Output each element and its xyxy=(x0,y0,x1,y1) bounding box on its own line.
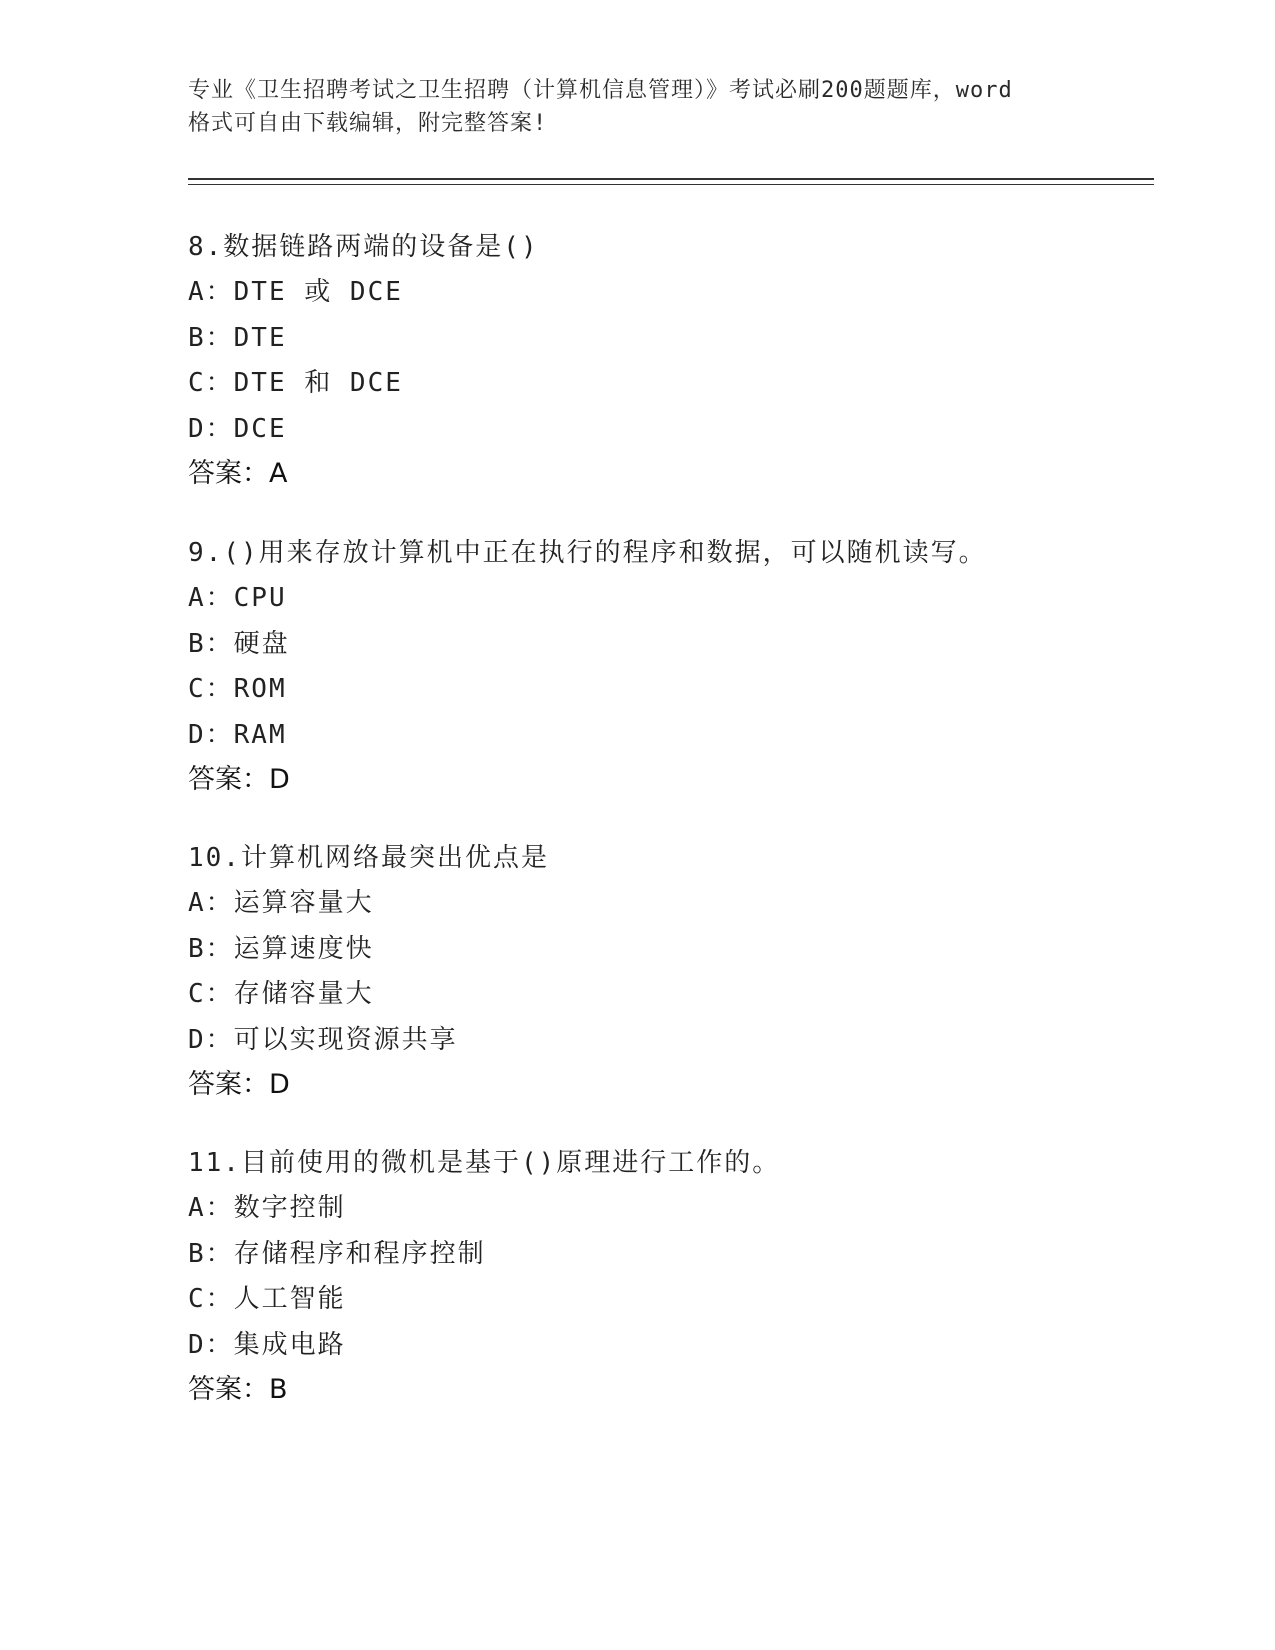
option-a xyxy=(188,1192,1148,1238)
option-letter: A： xyxy=(188,277,234,307)
question-10 xyxy=(188,842,1148,1109)
option-c xyxy=(188,673,1148,719)
option-text: 存储容量大 xyxy=(233,979,374,1009)
option-text: DCE xyxy=(233,413,287,444)
option-c xyxy=(188,367,1148,413)
option-d xyxy=(188,413,1148,459)
option-d xyxy=(188,1024,1148,1070)
option-letter: C： xyxy=(188,674,234,704)
answer-line: 答案：A xyxy=(188,458,288,489)
option-text: 运算速度快 xyxy=(233,933,374,964)
option-text: RAM xyxy=(233,719,287,750)
option-c xyxy=(188,978,1148,1024)
option-letter: D： xyxy=(188,413,234,444)
option-d xyxy=(188,1329,1148,1375)
question-9 xyxy=(188,537,1148,804)
option-b xyxy=(188,933,1148,979)
header-divider-thick xyxy=(188,178,1154,180)
answer-line: 答案：B xyxy=(188,1374,288,1405)
option-b xyxy=(188,1238,1148,1284)
option-b xyxy=(188,628,1148,674)
option-letter: A： xyxy=(188,1193,234,1223)
header-line-1: 专业《卫生招聘考试之卫生招聘（计算机信息管理）》考试必刷200题题库，word xyxy=(188,78,1013,103)
option-letter: B： xyxy=(188,628,234,659)
answer-line: 答案：D xyxy=(188,764,290,795)
option-letter: D： xyxy=(188,1024,234,1055)
question-11 xyxy=(188,1147,1148,1414)
header-divider-thin xyxy=(188,184,1154,185)
option-text: ROM xyxy=(233,674,287,704)
option-letter: B： xyxy=(188,933,234,964)
document-header xyxy=(188,74,1088,140)
option-letter: C： xyxy=(188,979,234,1009)
option-text: 硬盘 xyxy=(233,628,290,659)
option-letter: B： xyxy=(188,1238,234,1269)
option-a xyxy=(188,887,1148,933)
header-line-2: 格式可自由下载编辑，附完整答案! xyxy=(188,111,548,136)
option-letter: B： xyxy=(188,322,234,353)
option-d xyxy=(188,719,1148,765)
question-text: 9.()用来存放计算机中正在执行的程序和数据，可以随机读写。 xyxy=(188,538,987,568)
option-a xyxy=(188,276,1148,322)
option-text: 集成电路 xyxy=(233,1329,346,1360)
option-a xyxy=(188,582,1148,628)
option-text: CPU xyxy=(233,583,287,613)
option-letter: D： xyxy=(188,1329,234,1360)
option-text: DTE 或 DCE xyxy=(233,277,403,307)
option-text: 人工智能 xyxy=(233,1284,346,1314)
option-text: 运算容量大 xyxy=(233,888,374,918)
option-text: 存储程序和程序控制 xyxy=(233,1238,486,1269)
question-8 xyxy=(188,231,1148,498)
option-text: 可以实现资源共享 xyxy=(233,1024,458,1055)
option-text: DTE xyxy=(233,322,287,353)
option-text: DTE 和 DCE xyxy=(233,368,403,398)
option-b xyxy=(188,322,1148,368)
option-letter: C： xyxy=(188,368,234,398)
option-letter: C： xyxy=(188,1284,234,1314)
option-c xyxy=(188,1283,1148,1329)
option-text: 数字控制 xyxy=(233,1193,346,1223)
question-text: 8.数据链路两端的设备是() xyxy=(188,232,539,262)
answer-line: 答案：D xyxy=(188,1069,290,1100)
option-letter: A： xyxy=(188,583,234,613)
question-text: 10.计算机网络最突出优点是 xyxy=(188,843,549,873)
question-text: 11.目前使用的微机是基于()原理进行工作的。 xyxy=(188,1148,781,1178)
option-letter: A： xyxy=(188,888,234,918)
option-letter: D： xyxy=(188,719,234,750)
